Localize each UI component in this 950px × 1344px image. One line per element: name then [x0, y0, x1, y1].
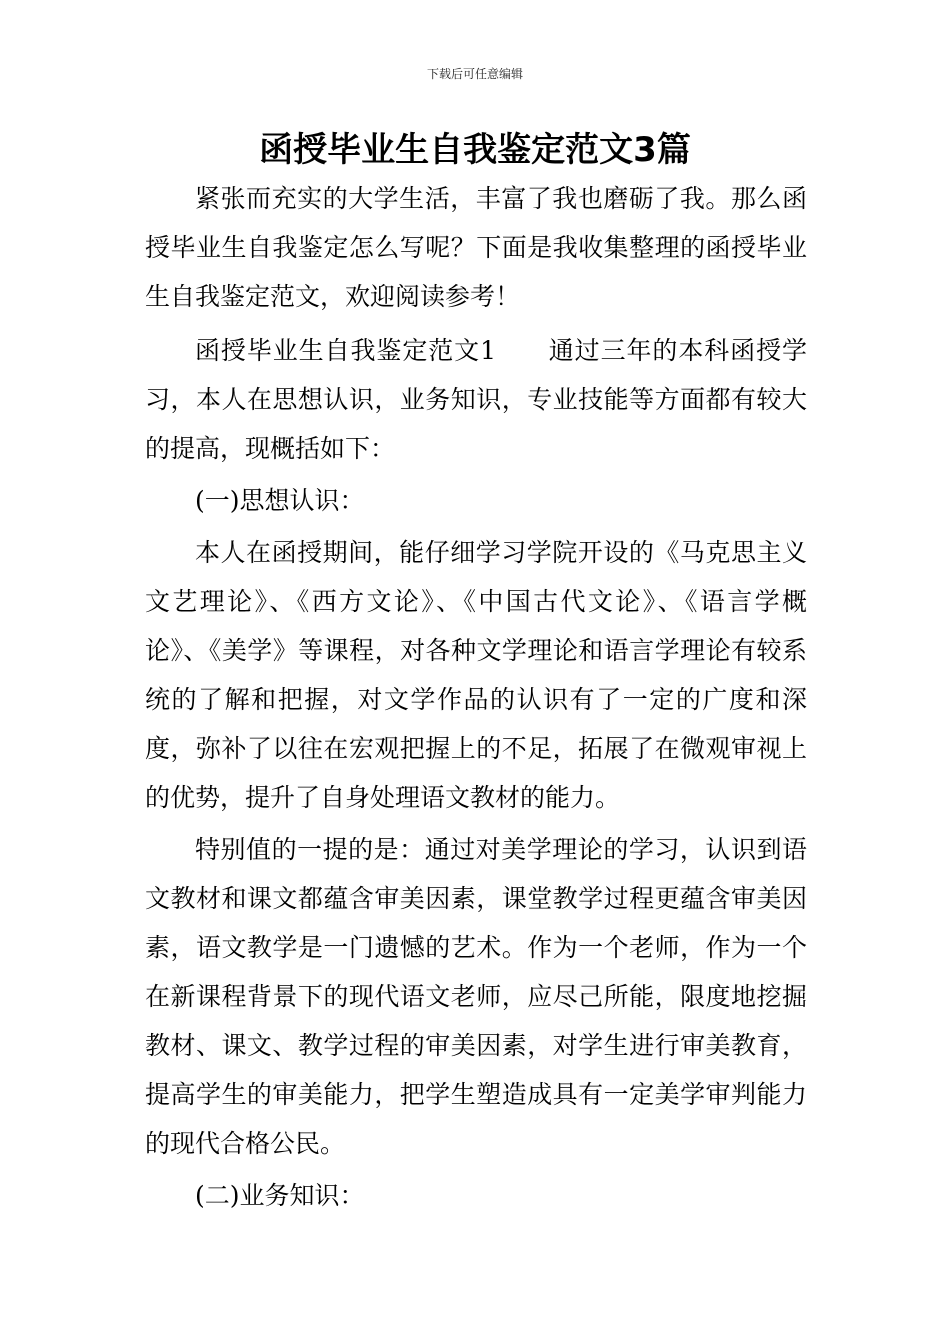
- page-title: 函授毕业生自我鉴定范文3篇: [259, 130, 691, 170]
- section-heading-thinking: (一)思想认识：: [195, 486, 365, 515]
- header-note: 下载后可任意编辑: [426, 67, 523, 81]
- paragraph-thinking-2: 特别值的一提的是：通过对美学理论的学习，认识到语文教材和课文都蕴含审美因素，课堂教学过程更蕴含审美因素，语文教学是一门遗憾的艺术。作为一个老师，作为一个在新课程背景下的现代语文老师，应尽己所能，限度地挖掘教材、课文、教学过程的审美因素，对学生进行审美教育，提高学生的审美能力，把学生塑造成具有一定美学审判能力的现代合格公民。: [145, 835, 807, 1158]
- paragraph-thinking-1: 本人在函授期间，能仔细学习学院开设的《马克思主义文艺理论》、《西方文论》、《中国古代文论》、《语言学概论》、《美学》等课程，对各种文学理论和语言学理论有较系统的了解和把握，对文学作品的认识有了一定的广度和深度，弥补了以往在宏观把握上的不足，拓展了在微观审视上的优势，提升了自身处理语文教材的能力。: [145, 538, 807, 812]
- document-body: [145, 174, 807, 1220]
- paragraph-sample-1-intro: 函授毕业生自我鉴定范文1 通过三年的本科函授学习，本人在思想认识，业务知识，专业技能等方面都有较大的提高，现概括如下：: [145, 336, 807, 463]
- section-heading-business: (二)业务知识：: [195, 1181, 365, 1210]
- paragraph-intro: 紧张而充实的大学生活，丰富了我也磨砺了我。那么函授毕业生自我鉴定怎么写呢？下面是我收集整理的函授毕业生自我鉴定范文，欢迎阅读参考！: [145, 184, 807, 311]
